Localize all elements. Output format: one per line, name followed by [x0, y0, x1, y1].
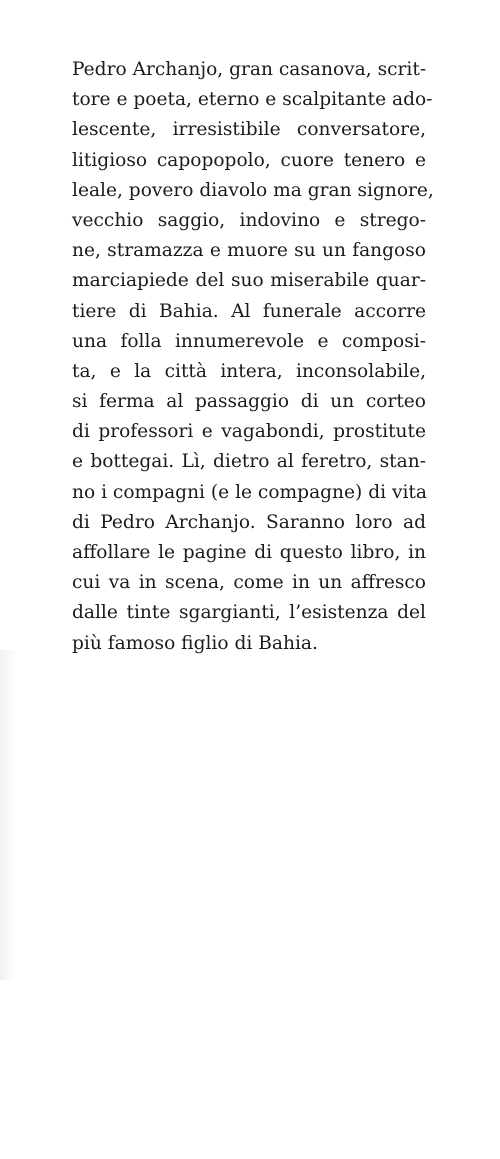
- blurb-line: cui va in scena, come in un affresco: [72, 572, 426, 594]
- blurb-line: una folla innumerevole e composi-: [72, 330, 426, 352]
- blurb-line: leale, povero diavolo ma gran signore,: [72, 179, 434, 201]
- blurb-line: no i compagni (e le compagne) di vita: [72, 481, 427, 503]
- blurb-line: ne, stramazza e muore su un fangoso: [72, 240, 426, 262]
- blurb-line: affollare le pagine di questo libro, in: [72, 542, 426, 563]
- blurb-line: dalle tinte sgargianti, l’esistenza del: [72, 602, 426, 624]
- page-edge-shadow: [0, 650, 18, 980]
- blurb-line: si ferma al passaggio di un corteo: [72, 391, 426, 413]
- blurb-line: Pedro Archanjo, gran casanova, scrit-: [72, 59, 427, 80]
- blurb-line: di professori e vagabondi, prostitute: [72, 421, 426, 443]
- blurb-line: e bottegai. Lì, dietro al feretro, stan-: [72, 451, 426, 473]
- book-blurb: [72, 55, 434, 659]
- blurb-line: lescente, irresistibile conversatore,: [72, 119, 426, 141]
- blurb-line: tiere di Bahia. Al funerale accorre: [72, 300, 426, 322]
- blurb-line: di Pedro Archanjo. Saranno loro ad: [72, 511, 426, 533]
- blurb-line: litigioso capopopolo, cuore tenero e: [72, 149, 426, 171]
- blurb-line: tore e poeta, eterno e scalpitante ado-: [72, 89, 433, 111]
- blurb-line: più famoso figlio di Bahia.: [72, 632, 318, 654]
- blurb-line: vecchio saggio, indovino e strego-: [72, 209, 426, 231]
- blurb-line: ta, e la città intera, inconsolabile,: [72, 360, 426, 382]
- blurb-line: marciapiede del suo miserabile quar-: [72, 270, 426, 292]
